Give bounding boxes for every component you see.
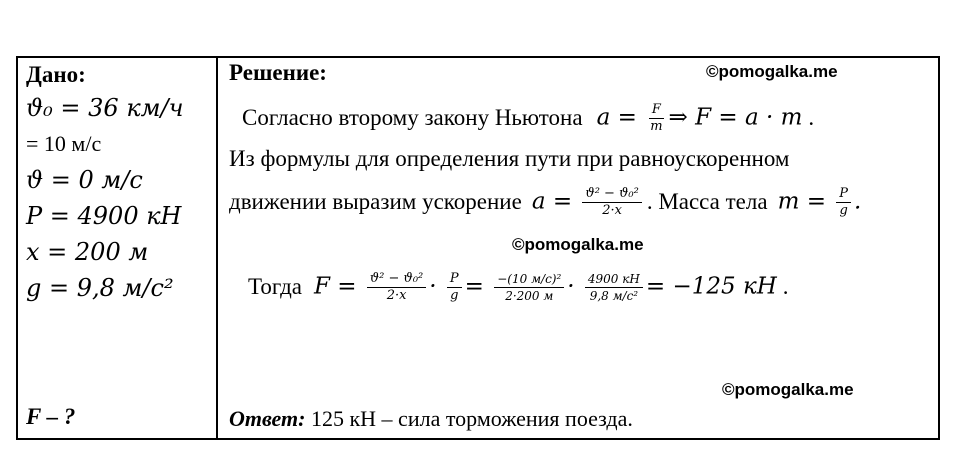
column-divider — [216, 56, 218, 440]
watermark-middle: ©pomogalka.me — [512, 235, 644, 254]
fraction-result-2: $\frac{P}{g}$ — [447, 271, 462, 304]
answer-text: 125 кН – сила торможения поезда. — [310, 406, 633, 431]
mass-formula: m = $\frac{P}{g}$ . — [777, 185, 862, 218]
newton-law-line: Согласно второму закону Ньютона a = $\frac{F}{m}$ ⇒ F = a · m . — [242, 101, 815, 134]
given-gravity: g = 9,8 м/с² — [26, 274, 174, 302]
answer-line — [229, 406, 633, 432]
fraction-acceleration: $\frac{\text{ϑ² − ϑ₀²}}{2\cdot x}$ — [582, 186, 641, 219]
path-formula-line — [229, 144, 789, 174]
acceleration-formula: a = $\frac{\text{ϑ² − ϑ₀²}}{2\cdot x}$ — [532, 186, 645, 219]
fraction-p-over-g: $\frac{P}{g}$ — [836, 186, 851, 219]
fraction-f-over-m: $\frac{F}{m}$ — [650, 101, 663, 134]
answer-label: Ответ: — [229, 406, 306, 431]
acceleration-line — [229, 180, 861, 224]
newton-law-text: Согласно второму закону Ньютона — [242, 105, 583, 130]
find-label: F – ? — [26, 404, 76, 429]
result-formula: F = $\frac{\text{ϑ² − ϑ₀²}}{2\cdot x}$ · $\frac{P}{g}$ = $\frac{\text{−(10 м/с)²}}{2\cdot 200 м}$ · $\frac{4900 кН}{\text{9,8 м/с²}}$ = −125 кН — [314, 270, 777, 303]
path-formula-text: Из формулы для определения пути при равноускоренном — [229, 146, 790, 171]
acceleration-text: движении выразим ускорение — [229, 189, 522, 214]
watermark-top: ©pomogalka.me — [706, 62, 838, 81]
watermark-bottom: ©pomogalka.me — [722, 380, 854, 399]
given-weight: P = 4900 кН — [26, 202, 182, 230]
fraction-result-4: $\frac{4900 кН}{\text{9,8 м/с²}}$ — [585, 271, 643, 304]
mass-text: . Масса тела — [646, 189, 768, 214]
result-line: Тогда F = $\frac{\text{ϑ² − ϑ₀²}}{2\cdot x}$ · $\frac{P}{g}$ = $\frac{\text{−(10 м/с)²}}{2\cdot 200 м}$ · $\frac{4900 кН}{\text{9,8 м/с²}}$ = −125 кН . — [248, 270, 789, 303]
newton-law-formula: a = $\frac{F}{m}$ ⇒ F = a · m — [596, 101, 803, 134]
fraction-result-3: $\frac{\text{−(10 м/с)²}}{2\cdot 200 м}$ — [494, 271, 564, 304]
given-column — [26, 60, 212, 306]
given-final-speed: ϑ = 0 м/с — [26, 166, 143, 194]
given-initial-speed-si: = 10 м/с — [26, 131, 102, 156]
fraction-result-1: $\frac{\text{ϑ² − ϑ₀²}}{2\cdot x}$ — [367, 271, 426, 304]
given-initial-speed: ϑ₀ = 36 км/ч — [26, 94, 184, 122]
then-word: Тогда — [248, 274, 303, 299]
given-distance: x = 200 м — [26, 238, 149, 266]
solution-header: Решение: — [229, 60, 327, 85]
given-header: Дано: — [26, 62, 86, 87]
